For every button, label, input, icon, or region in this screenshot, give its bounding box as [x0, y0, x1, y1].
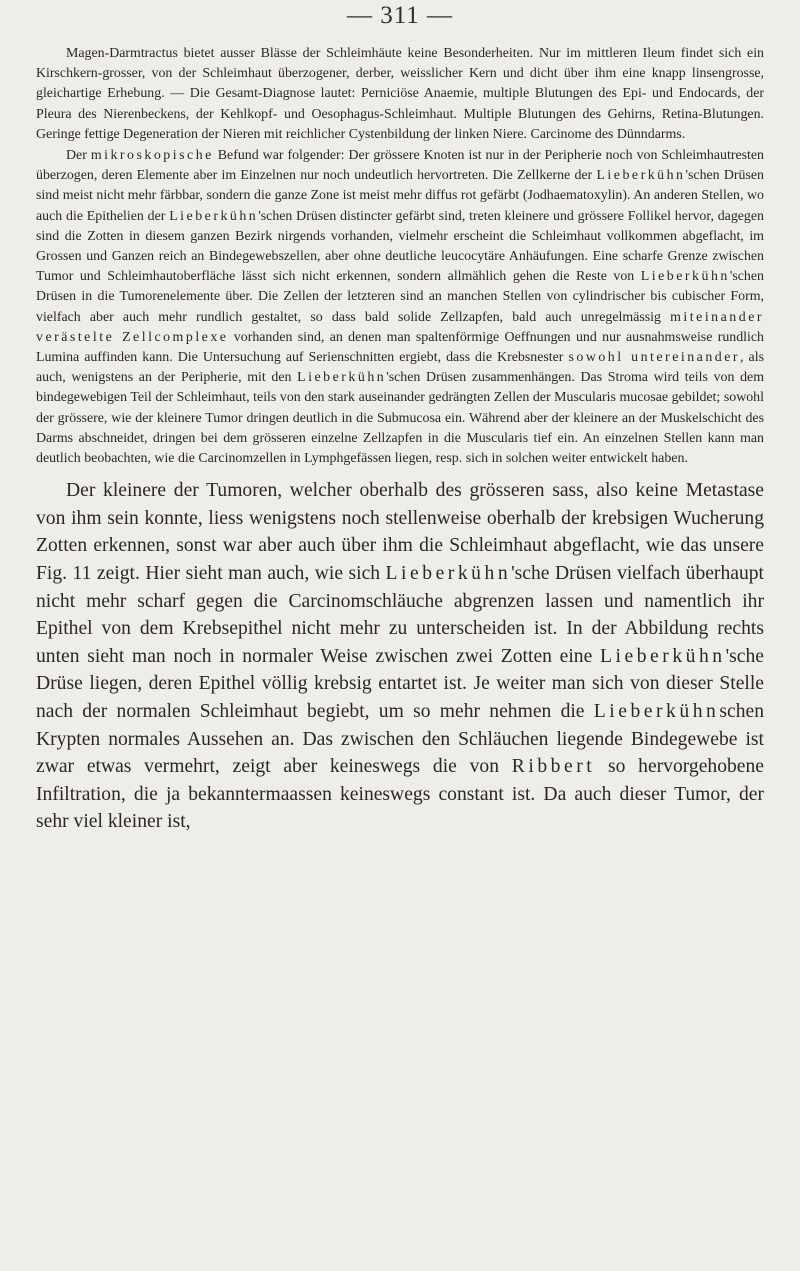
spaced-name-text: sowohl untereinander: [568, 350, 741, 366]
spaced-name-text: Lieberkühn: [596, 168, 686, 184]
spaced-name-text: Lieberkühn: [600, 645, 726, 667]
spaced-name-text: Lieberkühn: [169, 208, 259, 224]
spaced-name-text: Lieberkühn: [385, 563, 512, 585]
text-column: [36, 44, 764, 836]
text-run: 'sche Drüse liegen, deren Epithel völlig krebsig entartet ist. Je weiter man sich von dieser Stelle nach der normalen Schleimhaut begiebt, um so mehr nehmen die: [36, 645, 764, 723]
text-run: , als auch, wenigstens an der Peripherie, mit den: [36, 350, 764, 386]
text-run: 'schen Drüsen in die Tumorenelemente über. Die Zellen der letzteren sind an manchen Stellen von cylindrischer bis cubischer Form, vielfach aber auch mehr rundlich gestaltet, so dass bald solide Zellzapfen, bald auch unregelmässig: [36, 269, 764, 325]
text-run: so hervorgehobene Infiltration, die ja bekanntermaassen keineswegs constant ist. Da auch dieser Tumor, der sehr viel kleiner ist,: [36, 756, 764, 833]
paragraph-microscopic-findings: [36, 146, 764, 469]
text-run: 'schen Drüsen sind meist nicht mehr färbbar, sondern die ganze Zone ist meist mehr diffus rot gefärbt (Jodhaematoxylin). An anderen Stellen, wo auch die Epithelien der: [36, 168, 764, 224]
text-run: Der: [66, 148, 91, 164]
spaced-name-text: miteinander verästelte Zellcomplexe: [36, 309, 764, 345]
text-run: 'sche Drüsen vielfach überhaupt nicht mehr scharf gegen die Carcinomschläuche abgrenzen lassen und namentlich ihr Epithel von dem Krebsepithel nicht mehr zu unterscheiden ist. In der Abbildung rechts unten sieht man noch in normaler Weise zwischen zwei Zotten eine: [36, 563, 764, 667]
text-run: Der kleinere der Tumoren, welcher oberhalb des grösseren sass, also keine Metastase von ihm sein konnte, liess wenigstens noch stellenweise oberhalb der krebsigen Wucherung Zotten erkennen, sonst war aber auch über ihm die Schleimhaut abgeflacht, wie das unsere Fig. 11 zeigt. Hier sieht man auch, wie sich: [36, 480, 764, 585]
text-run: Befund war folgender: Der grössere Knoten ist nur in der Peripherie noch von Schleimhautresten überzogen, deren Elemente aber im Einzelnen nur noch undeutlich hervortreten. Die Zellkerne der: [36, 148, 765, 184]
spaced-name-text: mikroskopische: [90, 148, 214, 164]
spaced-name-text: Ribbert: [511, 756, 596, 778]
text-run: schen Krypten normales Aussehen an. Das zwischen den Schläuchen liegende Bindegewebe ist zwar etwas vermehrt, zeigt aber keineswegs die von: [36, 701, 764, 778]
text-run: Magen-Darmtractus bietet ausser Blässe der Schleimhäute keine Besonderheiten. Nur im mittleren Ileum findet sich ein Kirschkern-grosser, von der Schleimhaut überzogener, derber, weisslicher Kern und dicht über ihm eine knapp linsengrosse, gleichartige Erhebung. — Die Gesamt-Diagnose lautet: Perniciöse Anaemie, multiple Blutungen des Epi- und Endocards, der Pleura des Nierenbeckens, der Kehlkopf- und Oesophagus-Schleimhaut. Multiple Blutungen des Gehirns, Retina-Blutungen. Geringe fettige Degeneration der Nieren mit reichlicher Cystenbildung der linken Niere. Carcinome des Dünndarms.: [36, 46, 764, 142]
spaced-name-text: Lieberkühn: [640, 269, 730, 285]
paragraph-smaller-tumor: [36, 477, 764, 836]
text-run: 'schen Drüsen zusammenhängen. Das Stroma wird teils von dem bindegewebigen Teil der Schleimhaut, teils von den stark auseinander gedrängten Zellen der Muscularis mucosae gebildet; sowohl der grössere, wie der kleinere Tumor dringen deutlich in die Submucosa ein. Während aber der kleinere an der Muskelschicht des Darms abschneidet, dringen bei dem grösseren einzelne Zellzapfen in die Muscularis tief ein. An einzelnen Stellen kann man deutlich beobachten, wie die Carcinomzellen in Lymphgefässen liegen, resp. sich in solchen weiter entwickelt haben.: [36, 370, 764, 467]
text-run: vorhanden sind, an denen man spaltenförmige Oeffnungen und nur ausnahmsweise rundlich Lumina auffinden kann. Die Untersuchung auf Serienschnitten ergiebt, dass die Krebsnester: [36, 329, 764, 366]
spaced-name-text: Lieberkühn: [593, 701, 720, 723]
page-number: — 311 —: [346, 2, 454, 29]
text-run: 'schen Drüsen distincter gefärbt sind, treten kleinere und grössere Follikel hervor, dagegen sind die Zotten in diesem ganzen Bezirk nirgends vorhanden, vielmehr erscheint die Schleimhaut vollkommen abgeflacht, im Grossen und Ganzen reich an Bindegewebszellen, aber ohne deutliche leucocytäre Anhäufungen. Eine scharfe Grenze zwischen Tumor und Schleimhautoberfläche lässt sich nicht erkennen, sondern allmählich gehen die Reste von: [36, 208, 764, 285]
spaced-name-text: Lieberkühn: [297, 370, 387, 386]
paragraph-clinical-findings: [36, 44, 764, 145]
